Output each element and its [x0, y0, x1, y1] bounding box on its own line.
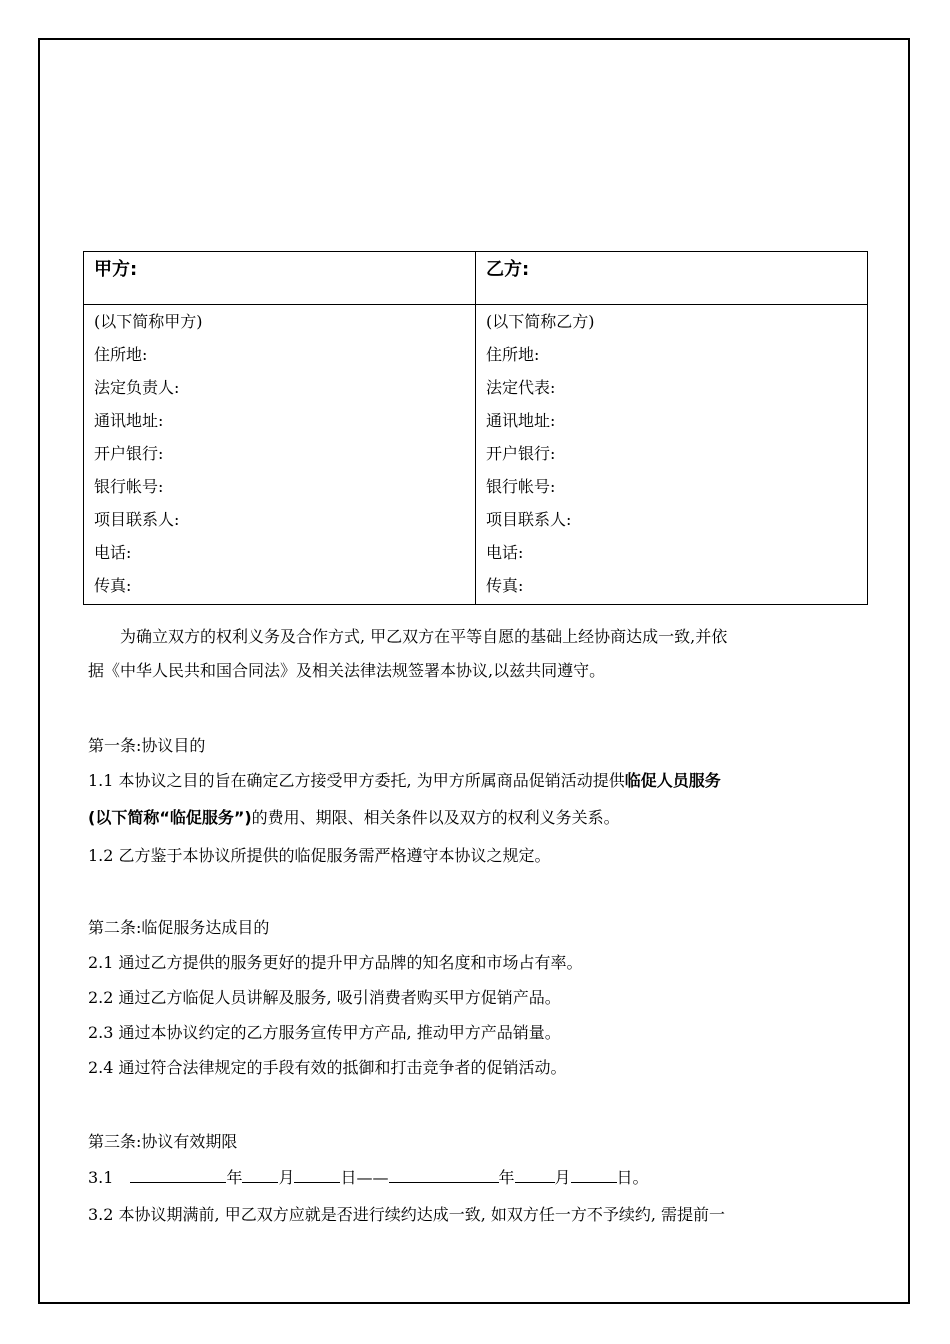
- party-b-contact: 项目联系人:: [486, 510, 572, 529]
- start-year-label: 年: [226, 1168, 243, 1187]
- article-2-title: 第二条:临促服务达成目的: [88, 918, 270, 937]
- party-b-fax: 传真:: [486, 576, 524, 595]
- clause-2-2: 2.2 通过乙方临促人员讲解及服务, 吸引消费者购买甲方促销产品。: [88, 988, 561, 1007]
- clause-1-1-rest: 的费用、期限、相关条件以及双方的权利义务关系。: [251, 808, 620, 827]
- party-a-mail-address: 通讯地址:: [94, 411, 164, 430]
- party-a-legal-rep: 法定负责人:: [94, 378, 180, 397]
- party-a-heading: 甲方:: [84, 252, 476, 305]
- party-a-fax: 传真:: [94, 576, 132, 595]
- party-b-account: 银行帐号:: [486, 477, 556, 496]
- party-b-phone: 电话:: [486, 543, 524, 562]
- article-1-title: 第一条:协议目的: [88, 736, 206, 755]
- end-month-blank[interactable]: [515, 1162, 555, 1183]
- clause-1-2: 1.2 乙方鉴于本协议所提供的临促服务需严格遵守本协议之规定。: [88, 846, 551, 865]
- clause-3-2: 3.2 本协议期满前, 甲乙双方应就是否进行续约达成一致, 如双方任一方不予续约, 需提前一: [88, 1205, 726, 1224]
- article-3-title: 第三条:协议有效期限: [88, 1132, 238, 1151]
- party-b-bank: 开户银行:: [486, 444, 556, 463]
- party-b-heading: 乙方:: [476, 252, 868, 305]
- clause-3-1: [88, 1161, 872, 1194]
- party-info-table: [83, 251, 868, 605]
- clause-3-1-number: 3.1: [88, 1168, 114, 1187]
- clause-2-3: 2.3 通过本协议约定的乙方服务宣传甲方产品, 推动甲方产品销量。: [88, 1023, 561, 1042]
- start-month-label: 月: [278, 1168, 295, 1187]
- date-range-dash: ——: [356, 1168, 389, 1187]
- party-a-phone: 电话:: [94, 543, 132, 562]
- end-day-label: 日。: [616, 1168, 649, 1187]
- clause-1-1-text: 1.1 本协议之目的旨在确定乙方接受甲方委托, 为甲方所属商品促销活动提供: [88, 771, 625, 790]
- party-a-fields: [84, 305, 476, 605]
- party-a-bank: 开户银行:: [94, 444, 164, 463]
- clause-1-1-bold-term: 临促人员服务: [624, 771, 721, 790]
- intro-line-1: 为确立双方的权利义务及合作方式, 甲乙双方在平等自愿的基础上经协商达成一致,并依: [120, 627, 728, 646]
- intro-line-2: 据《中华人民共和国合同法》及相关法律法规签署本协议,以兹共同遵守。: [88, 661, 606, 680]
- clause-1-1-line-1: [88, 764, 872, 797]
- end-year-label: 年: [498, 1168, 515, 1187]
- start-day-label: 日: [340, 1168, 357, 1187]
- party-a-address: 住所地:: [94, 345, 148, 364]
- start-day-blank[interactable]: [294, 1162, 340, 1183]
- clause-1-1-line-2: [88, 801, 872, 834]
- end-month-label: 月: [554, 1168, 571, 1187]
- party-b-address: 住所地:: [486, 345, 540, 364]
- clause-1-1-alias-bold: (以下简称“临促服务”): [88, 808, 252, 827]
- party-b-mail-address: 通讯地址:: [486, 411, 556, 430]
- party-b-legal-rep: 法定代表:: [486, 378, 556, 397]
- end-day-blank[interactable]: [571, 1162, 617, 1183]
- party-a-alias: (以下简称甲方): [94, 312, 203, 331]
- end-year-blank[interactable]: [389, 1162, 499, 1183]
- clause-2-4: 2.4 通过符合法律规定的手段有效的抵御和打击竞争者的促销活动。: [88, 1058, 567, 1077]
- party-b-fields: [476, 305, 868, 605]
- start-year-blank[interactable]: [130, 1162, 226, 1183]
- start-month-blank[interactable]: [242, 1162, 278, 1183]
- party-a-account: 银行帐号:: [94, 477, 164, 496]
- clause-2-1: 2.1 通过乙方提供的服务更好的提升甲方品牌的知名度和市场占有率。: [88, 953, 583, 972]
- party-b-alias: (以下简称乙方): [486, 312, 595, 331]
- party-a-contact: 项目联系人:: [94, 510, 180, 529]
